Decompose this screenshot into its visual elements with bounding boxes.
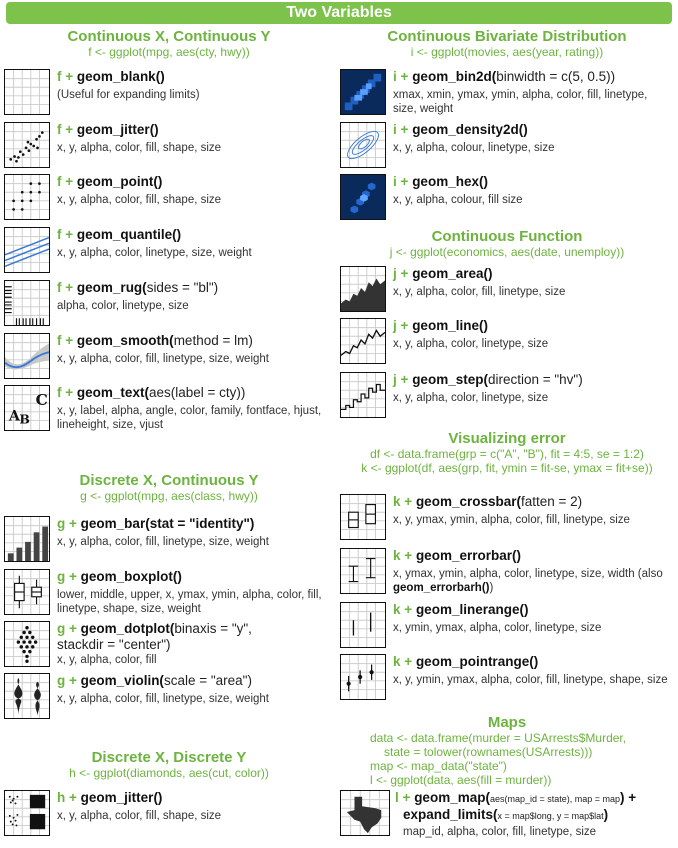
obj-label: i xyxy=(393,174,397,189)
section-code: g <- ggplot(mpg, aes(class, hwy)) xyxy=(80,489,258,503)
jitter-discrete-thumbnail-icon xyxy=(4,790,50,836)
map-thumbnail-icon xyxy=(340,790,390,836)
aesthetics-text: x, y, ymin, ymax, alpha, color, fill, linetype, shape, size xyxy=(393,674,668,686)
function-name: geom_map( xyxy=(414,790,490,805)
plus-sign: + xyxy=(404,654,413,669)
hex-thumbnail-icon xyxy=(340,174,386,220)
aes-bold-function: geom_errorbarh() xyxy=(393,582,490,594)
crossbar-thumbnail-icon xyxy=(340,494,386,540)
section-code-line1: df <- data.frame(grp = c("A", "B"), fit = 4:5, se = 1:2) xyxy=(370,447,644,461)
obj-label: g xyxy=(57,516,66,531)
obj-label: f xyxy=(57,280,62,295)
plus-sign: + xyxy=(65,174,74,189)
aesthetics-text xyxy=(393,567,674,595)
aesthetics-text: x, y, alpha, color, linetype, size xyxy=(393,392,549,404)
aesthetics-text: map_id, alpha, color, fill, linetype, size xyxy=(403,826,597,838)
svg-text:C: C xyxy=(35,391,48,410)
function-name: geom_bar(stat = "identity") xyxy=(80,516,255,531)
section-code: f <- ggplot(mpg, aes(cty, hwy)) xyxy=(88,45,250,59)
section-title: Continuous Bivariate Distribution xyxy=(387,28,627,45)
aesthetics-text: x, y, alpha, color, fill, shape, size xyxy=(57,142,222,154)
obj-label: f xyxy=(57,69,62,84)
function-args: fatten = 2) xyxy=(520,494,583,509)
point-thumbnail-icon xyxy=(4,174,50,220)
function-name: geom_pointrange() xyxy=(415,654,539,669)
function-name: geom_violin( xyxy=(80,673,164,688)
maps-code-line3: map <- map_data("state") xyxy=(370,759,507,773)
aesthetics-text: x, y, alpha, color, fill, linetype, size, weight xyxy=(57,536,269,548)
aesthetics-text: x, y, alpha, color, fill, linetype, size, weight xyxy=(57,353,269,365)
function-args: aes(label = cty)) xyxy=(148,385,246,400)
aesthetics-text: x, y, alpha, color, fill, shape, size xyxy=(57,194,222,206)
bar-thumbnail-icon xyxy=(4,516,50,562)
plus-sign: + xyxy=(65,122,74,137)
function-name: geom_crossbar( xyxy=(415,494,521,509)
plus-sign: + xyxy=(69,673,77,688)
aesthetics-text: x, y, label, alpha, angle, color, family, fontface, hjust, lineheight, size, vjust xyxy=(57,405,322,431)
plus-sign: + xyxy=(65,227,74,242)
pointrange-thumbnail-icon xyxy=(340,654,386,700)
plus-sign: + xyxy=(400,318,409,333)
section-maps xyxy=(340,714,674,787)
function-name: geom_point() xyxy=(76,174,163,189)
obj-label: k xyxy=(393,548,401,563)
boxplot-thumbnail-icon xyxy=(4,569,50,615)
obj-label: j xyxy=(393,318,397,333)
section-continuous-x-continuous-y xyxy=(4,28,334,59)
function-name: geom_blank() xyxy=(76,69,165,84)
section-title: Visualizing error xyxy=(448,430,566,447)
function-args: method = lm) xyxy=(173,333,253,348)
aesthetics-text: x, ymin, ymax, alpha, color, linetype, size xyxy=(393,622,602,634)
section-code: h <- ggplot(diamonds, aes(cut, color)) xyxy=(69,766,269,780)
function-name: geom_jitter() xyxy=(80,790,163,805)
function-name: geom_density2d() xyxy=(412,122,528,137)
plus-sign: + xyxy=(404,548,413,563)
function-args: scale = "area") xyxy=(163,673,252,688)
obj-label: i xyxy=(393,122,397,137)
obj-label: g xyxy=(57,569,66,584)
function-args: aes(map_id = state), map = map xyxy=(489,794,621,804)
aesthetics-text: x, y, alpha, color, fill, shape, size xyxy=(57,810,222,822)
aesthetics-text: xmax, xmin, ymax, ymin, alpha, color, fill, linetype, size, weight xyxy=(393,89,648,115)
aesthetics-text: x, y, ymax, ymin, alpha, color, fill, linetype, size xyxy=(393,514,630,526)
aes-end: ) xyxy=(489,582,494,594)
plus-sign: + xyxy=(400,266,409,281)
plus-sign: + xyxy=(69,516,77,531)
dotplot-thumbnail-icon xyxy=(4,621,50,667)
obj-label: f xyxy=(57,122,62,137)
obj-label: g xyxy=(57,673,66,688)
plus-sign: + xyxy=(400,372,409,387)
function-name: geom_line() xyxy=(412,318,488,333)
section-title: Continuous X, Continuous Y xyxy=(67,28,271,45)
density2d-thumbnail-icon xyxy=(340,122,386,168)
obj-label: f xyxy=(57,333,62,348)
aesthetics-text: x, y, alpha, color, linetype, size xyxy=(393,338,549,350)
function-name: geom_linerange() xyxy=(415,602,529,617)
plus-sign: + xyxy=(400,174,409,189)
aesthetics-text: x, y, alpha, colour, fill size xyxy=(393,194,523,206)
aes-main: x, ymax, ymin, alpha, color, linetype, size, width (also xyxy=(393,568,663,580)
function-args: binaxis = "y", xyxy=(174,621,252,636)
section-continuous-function xyxy=(340,228,674,259)
function-name: geom_errorbar() xyxy=(415,548,521,563)
obj-label: k xyxy=(393,654,401,669)
bin2d-thumbnail-icon xyxy=(340,69,386,115)
obj-label: j xyxy=(393,266,397,281)
aesthetics-text: x, y, alpha, color, fill xyxy=(57,654,157,666)
plus-sign: + xyxy=(65,385,74,400)
area-thumbnail-icon xyxy=(340,266,386,312)
obj-label: f xyxy=(57,385,62,400)
plus-sign: + xyxy=(65,280,74,295)
function-close: ) + xyxy=(620,790,637,805)
aesthetics-text: lower, middle, upper, x, ymax, ymin, alpha, color, fill, linetype, shape, size, weight xyxy=(57,589,322,615)
function-name: geom_area() xyxy=(412,266,493,281)
aesthetics-text: (Useful for expanding limits) xyxy=(57,89,200,101)
function-close-2: ) xyxy=(603,807,609,822)
function-name: geom_boxplot() xyxy=(80,569,182,584)
plus-sign: + xyxy=(402,790,411,805)
section-visualizing-error xyxy=(340,430,674,475)
banner-title: Two Variables xyxy=(6,2,672,24)
section-continuous-bivariate-distribution xyxy=(340,28,674,59)
blank-thumbnail-icon xyxy=(4,69,50,115)
function-name-2: expand_limits( xyxy=(403,807,498,822)
maps-code-line2: state = tolower(rownames(USArrests))) xyxy=(384,745,593,759)
function-name: geom_quantile() xyxy=(76,227,182,242)
plus-sign: + xyxy=(69,569,77,584)
aesthetics-text: x, y, alpha, color, linetype, size, weight xyxy=(57,247,252,259)
rug-thumbnail-icon xyxy=(4,280,50,326)
plus-sign: + xyxy=(404,602,413,617)
section-title: Continuous Function xyxy=(431,228,583,245)
function-name: geom_jitter() xyxy=(76,122,159,137)
aesthetics-text: alpha, color, linetype, size xyxy=(57,300,189,312)
obj-label: l xyxy=(395,790,399,805)
quantile-thumbnail-icon xyxy=(4,227,50,273)
function-name: geom_rug( xyxy=(76,280,147,295)
maps-code-line1: data <- data.frame(murder = USArrests$Murder, xyxy=(370,731,627,745)
function-name: geom_smooth( xyxy=(76,333,174,348)
function-args-2: x = map$long, y = map$lat xyxy=(497,811,604,821)
svg-text:B: B xyxy=(19,411,30,427)
plus-sign: + xyxy=(69,790,77,805)
line-thumbnail-icon xyxy=(340,318,386,364)
section-title: Maps xyxy=(487,714,527,731)
function-args-continued: stackdir = "center") xyxy=(57,637,171,652)
aesthetics-text: x, y, alpha, colour, linetype, size xyxy=(393,142,555,154)
function-args: binwidth = c(5, 0.5)) xyxy=(496,69,616,84)
section-discrete-x-continuous-y xyxy=(4,472,334,503)
aesthetics-text: x, y, alpha, color, fill, linetype, size xyxy=(393,286,566,298)
section-code: i <- ggplot(movies, aes(year, rating)) xyxy=(410,45,604,59)
plus-sign: + xyxy=(400,122,409,137)
obj-label: j xyxy=(393,372,397,387)
smooth-thumbnail-icon xyxy=(4,333,50,379)
plus-sign: + xyxy=(404,494,413,509)
section-title: Discrete X, Discrete Y xyxy=(91,749,247,766)
obj-label: k xyxy=(393,494,401,509)
section-title: Discrete X, Continuous Y xyxy=(79,472,259,489)
section-code: j <- ggplot(economics, aes(date, unemploy)) xyxy=(389,245,625,259)
obj-label: f xyxy=(57,227,62,242)
svg-text:A: A xyxy=(8,408,20,425)
section-discrete-x-discrete-y xyxy=(4,749,334,780)
text-thumbnail-icon xyxy=(4,385,50,431)
step-thumbnail-icon xyxy=(340,372,386,418)
function-name: geom_step( xyxy=(412,372,488,387)
obj-label: k xyxy=(393,602,401,617)
obj-label: i xyxy=(393,69,397,84)
aesthetics-text: x, y, alpha, color, fill, linetype, size, weight xyxy=(57,693,269,705)
function-name: geom_text( xyxy=(76,385,149,400)
obj-label: g xyxy=(57,621,66,636)
function-name: geom_bin2d( xyxy=(412,69,497,84)
errorbar-thumbnail-icon xyxy=(340,548,386,594)
linerange-thumbnail-icon xyxy=(340,602,386,648)
function-args: sides = "bl") xyxy=(146,280,219,295)
section-code-line2: k <- ggplot(df, aes(grp, fit, ymin = fit-se, ymax = fit+se)) xyxy=(361,461,653,475)
obj-label: h xyxy=(57,790,66,805)
function-args: direction = "hv") xyxy=(487,372,583,387)
function-name: geom_dotplot( xyxy=(80,621,175,636)
function-name: geom_hex() xyxy=(412,174,488,189)
plus-sign: + xyxy=(400,69,409,84)
plus-sign: + xyxy=(65,69,74,84)
jitter-thumbnail-icon xyxy=(4,122,50,168)
obj-label: f xyxy=(57,174,62,189)
plus-sign: + xyxy=(69,621,77,636)
plus-sign: + xyxy=(65,333,74,348)
violin-thumbnail-icon xyxy=(4,673,50,719)
maps-code-line4: l <- ggplot(data, aes(fill = murder)) xyxy=(370,773,552,787)
